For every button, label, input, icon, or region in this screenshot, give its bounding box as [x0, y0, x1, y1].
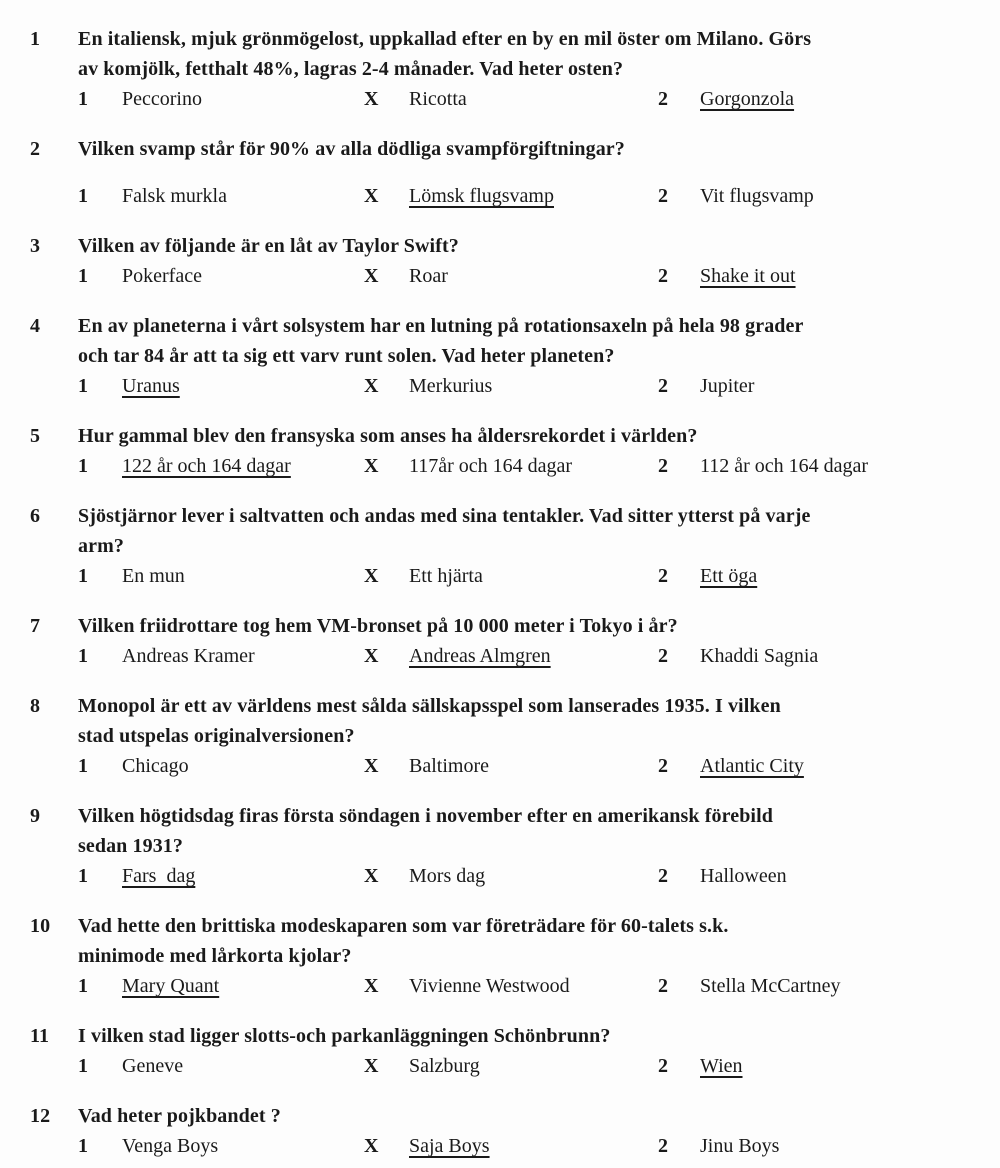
- question-head: [30, 421, 974, 451]
- question-number: 5: [30, 425, 41, 447]
- question-line: Sjöstjärnor lever i saltvatten och andas med sina tentakler. Vad sitter ytterst på varje: [78, 505, 811, 527]
- option-marker-2: 2: [658, 265, 668, 287]
- option-marker-x: X: [364, 645, 379, 667]
- option-marker-2: 2: [658, 375, 668, 397]
- option-marker-x: X: [364, 455, 379, 477]
- option-marker-1: 1: [78, 1055, 88, 1077]
- question-line: En italiensk, mjuk grönmögelost, uppkallad efter en by en mil öster om Milano. Görs: [78, 28, 812, 50]
- option-label-x: Roar: [409, 265, 448, 287]
- option-label-2: Ett öga: [700, 565, 758, 587]
- option-marker-x: X: [364, 755, 379, 777]
- question-line: Vilken friidrottare tog hem VM-bronset på 10 000 meter i Tokyo i år?: [78, 615, 678, 637]
- question-line: Vad hette den brittiska modeskaparen som var företrädare för 60-talets s.k.: [78, 915, 729, 937]
- question-head: [30, 911, 974, 971]
- option-marker-1: 1: [78, 865, 88, 887]
- options-row: [78, 751, 974, 781]
- option-label-2: Halloween: [700, 865, 787, 887]
- question-number: 3: [30, 235, 41, 257]
- question-text: [78, 501, 974, 561]
- option-label-2: Khaddi Sagnia: [700, 645, 819, 667]
- option-label-x: Baltimore: [409, 755, 489, 777]
- question-text: [78, 691, 974, 751]
- option-label-1: Peccorino: [122, 88, 202, 110]
- option-marker-2: 2: [658, 1135, 668, 1157]
- question-block: [30, 421, 974, 481]
- question-block: [30, 24, 974, 114]
- options-row: [78, 971, 974, 1001]
- question-line: Vilken av följande är en låt av Taylor Swift?: [78, 235, 459, 257]
- question-head: [30, 1101, 974, 1131]
- question-text: [78, 611, 974, 641]
- option-marker-1: 1: [78, 375, 88, 397]
- option-marker-x: X: [364, 975, 379, 997]
- question-number: 8: [30, 695, 41, 717]
- question-line: Vilken svamp står för 90% av alla dödliga svampförgiftningar?: [78, 138, 625, 160]
- option-label-x: 117år och 164 dagar: [409, 455, 573, 477]
- option-label-1: Fars dag: [122, 865, 196, 887]
- option-marker-1: 1: [78, 88, 88, 110]
- option-marker-2: 2: [658, 565, 668, 587]
- question-text: [78, 231, 974, 261]
- option-marker-x: X: [364, 375, 379, 397]
- question-line: minimode med lårkorta kjolar?: [78, 945, 352, 967]
- question-head: [30, 311, 974, 371]
- option-marker-1: 1: [78, 185, 88, 207]
- option-label-2: Jinu Boys: [700, 1135, 780, 1157]
- option-marker-2: 2: [658, 455, 668, 477]
- option-marker-2: 2: [658, 975, 668, 997]
- question-number: 12: [30, 1105, 51, 1127]
- option-label-x: Merkurius: [409, 375, 493, 397]
- question-number: 2: [30, 138, 41, 160]
- question-number: 9: [30, 805, 41, 827]
- option-label-1: Mary Quant: [122, 975, 220, 997]
- options-row: [78, 451, 974, 481]
- question-line: arm?: [78, 535, 124, 557]
- option-label-x: Lömsk flugsvamp: [409, 185, 554, 207]
- option-label-x: Saja Boys: [409, 1135, 490, 1157]
- options-row: [78, 371, 974, 401]
- option-label-1: Uranus: [122, 375, 180, 397]
- question-text: [78, 801, 974, 861]
- question-text: [78, 311, 974, 371]
- question-block: [30, 691, 974, 781]
- option-marker-1: 1: [78, 1135, 88, 1157]
- question-head: [30, 1021, 974, 1051]
- question-text: [78, 911, 974, 971]
- question-line: En av planeterna i vårt solsystem har en lutning på rotationsaxeln på hela 98 grader: [78, 315, 804, 337]
- question-number: 10: [30, 915, 51, 937]
- question-number: 1: [30, 28, 41, 50]
- option-label-2: 112 år och 164 dagar: [700, 455, 869, 477]
- question-head: [30, 691, 974, 751]
- option-marker-2: 2: [658, 88, 668, 110]
- question-head: [30, 501, 974, 561]
- option-label-1: Pokerface: [122, 265, 202, 287]
- question-block: [30, 134, 974, 211]
- question-block: [30, 1021, 974, 1081]
- option-marker-1: 1: [78, 645, 88, 667]
- question-line: Vad heter pojkbandet ?: [78, 1105, 281, 1127]
- option-marker-2: 2: [658, 865, 668, 887]
- question-text: [78, 134, 974, 164]
- option-label-1: Geneve: [122, 1055, 184, 1077]
- question-block: [30, 911, 974, 1001]
- option-label-2: Gorgonzola: [700, 88, 795, 110]
- question-number: 6: [30, 505, 41, 527]
- question-head: [30, 24, 974, 84]
- question-text: [78, 24, 974, 84]
- option-marker-x: X: [364, 1135, 379, 1157]
- option-label-x: Mors dag: [409, 865, 486, 887]
- option-label-x: Ricotta: [409, 88, 467, 110]
- options-row: [78, 181, 974, 211]
- options-row: [78, 861, 974, 891]
- question-line: Vilken högtidsdag firas första söndagen i november efter en amerikansk förebild: [78, 805, 773, 827]
- option-marker-x: X: [364, 565, 379, 587]
- option-label-2: Shake it out: [700, 265, 796, 287]
- question-head: [30, 134, 974, 164]
- option-label-x: Andreas Almgren: [409, 645, 551, 667]
- options-row: [78, 1051, 974, 1081]
- question-line: Hur gammal blev den fransyska som anses ha åldersrekordet i världen?: [78, 425, 698, 447]
- option-label-2: Vit flugsvamp: [700, 185, 814, 207]
- option-label-1: Andreas Kramer: [122, 645, 255, 667]
- option-label-x: Vivienne Westwood: [409, 975, 570, 997]
- option-marker-1: 1: [78, 755, 88, 777]
- question-text: [78, 421, 974, 451]
- option-marker-2: 2: [658, 185, 668, 207]
- question-line: sedan 1931?: [78, 835, 184, 857]
- question-line: Monopol är ett av världens mest sålda sällskapsspel som lanserades 1935. I vilken: [78, 695, 781, 717]
- option-label-2: Stella McCartney: [700, 975, 841, 997]
- option-label-1: Falsk murkla: [122, 185, 227, 207]
- option-marker-2: 2: [658, 645, 668, 667]
- options-row: [78, 1131, 974, 1161]
- option-label-x: Ett hjärta: [409, 565, 483, 587]
- option-marker-1: 1: [78, 455, 88, 477]
- option-marker-x: X: [364, 1055, 379, 1077]
- question-block: [30, 501, 974, 591]
- option-marker-x: X: [364, 865, 379, 887]
- option-marker-x: X: [364, 88, 379, 110]
- question-line: I vilken stad ligger slotts-och parkanläggningen Schönbrunn?: [78, 1025, 611, 1047]
- option-marker-1: 1: [78, 975, 88, 997]
- options-row: [78, 261, 974, 291]
- option-label-1: En mun: [122, 565, 185, 587]
- option-marker-1: 1: [78, 265, 88, 287]
- question-number: 4: [30, 315, 41, 337]
- option-label-2: Wien: [700, 1055, 743, 1077]
- question-block: [30, 1101, 974, 1161]
- option-marker-2: 2: [658, 755, 668, 777]
- question-head: [30, 611, 974, 641]
- question-number: 7: [30, 615, 41, 637]
- question-line: stad utspelas originalversionen?: [78, 725, 355, 747]
- option-marker-1: 1: [78, 565, 88, 587]
- option-label-1: 122 år och 164 dagar: [122, 455, 291, 477]
- option-label-1: Chicago: [122, 755, 189, 777]
- question-text: [78, 1021, 974, 1051]
- question-head: [30, 231, 974, 261]
- question-text: [78, 1101, 974, 1131]
- question-block: [30, 801, 974, 891]
- question-head: [30, 801, 974, 861]
- question-block: [30, 231, 974, 291]
- question-line: av komjölk, fetthalt 48%, lagras 2-4 månader. Vad heter osten?: [78, 58, 624, 80]
- option-label-2: Atlantic City: [700, 755, 804, 777]
- options-row: [78, 84, 974, 114]
- options-row: [78, 561, 974, 591]
- question-block: [30, 311, 974, 401]
- question-block: [30, 611, 974, 671]
- question-line: och tar 84 år att ta sig ett varv runt solen. Vad heter planeten?: [78, 345, 615, 367]
- question-number: 11: [30, 1025, 50, 1047]
- option-label-1: Venga Boys: [122, 1135, 219, 1157]
- option-marker-x: X: [364, 185, 379, 207]
- option-marker-x: X: [364, 265, 379, 287]
- options-row: [78, 641, 974, 671]
- option-label-2: Jupiter: [700, 375, 755, 397]
- option-marker-2: 2: [658, 1055, 668, 1077]
- option-label-x: Salzburg: [409, 1055, 480, 1077]
